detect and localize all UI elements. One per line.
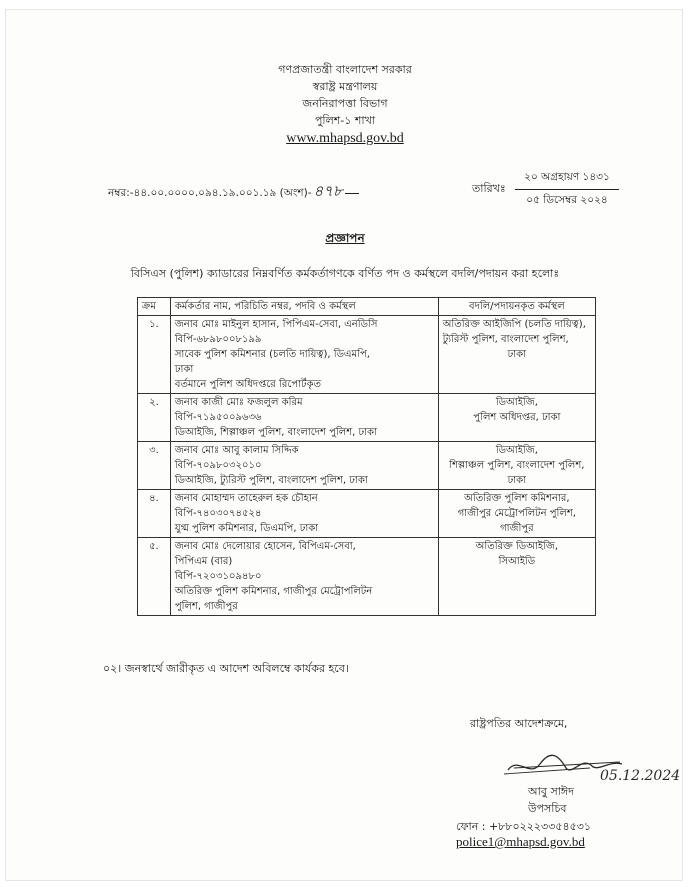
officer-line: জনাব কাজী মোঃ ফজলুল করিম — [174, 397, 303, 408]
officer-line: জনাব মোঃ আবু কালাম সিদ্দিক — [174, 445, 299, 456]
memo-number — [108, 180, 359, 205]
officer-details — [170, 394, 438, 442]
intro-text: বিসিএস (পুলিশ) ক্যাডারের নিম্নবর্ণিত কর্মকর্তাগণকে বর্ণিত পদ ও কর্মস্থলে বদলি/পদায়ন করা হলোঃ — [130, 267, 560, 280]
table-row — [138, 394, 596, 442]
posting-details — [438, 490, 595, 538]
posting-line: ঢাকা — [507, 349, 527, 360]
officer-details — [170, 538, 438, 616]
memo-label: নম্বর:-৪৪.০০.০০০০.০৯৪.১৯.০০১.১৯ (অংশ)- — [108, 187, 312, 199]
row-serial: ১. — [138, 316, 171, 394]
date-english: ০৫ ডিসেম্বর ২০২৪ — [526, 194, 608, 206]
officer-details — [170, 316, 438, 394]
posting-line: ডিআইজি, — [495, 397, 538, 408]
row-serial: ৪. — [138, 490, 171, 538]
officer-line: বিপি-৭৪০৩০৭৪৫২৪ — [174, 508, 262, 519]
officer-line: জনাব মোঃ মাইনুল হাসান, পিপিএম-সেবা, এনডিসি — [174, 319, 378, 330]
officer-line: ডিআইজি, শিল্পাঞ্চল পুলিশ, বাংলাদেশ পুলিশ, ঢাকা — [174, 427, 377, 438]
table-header-row — [138, 298, 596, 316]
officer-line: অতিরিক্ত পুলিশ কমিশনার, গাজীপুর মেট্রোপলিটন — [174, 586, 373, 597]
officer-line: পিপিএম (বার) — [174, 556, 233, 567]
row-serial: ২. — [138, 394, 171, 442]
posting-details — [438, 316, 595, 394]
email-link[interactable]: police1@mhapsd.gov.bd — [456, 834, 585, 849]
officer-line: ডিআইজি, ট্যুরিস্ট পুলিশ, বাংলাদেশ পুলিশ, ঢাকা — [174, 475, 368, 486]
posting-line: ডিআইজি, — [495, 445, 538, 456]
posting-details — [438, 394, 595, 442]
header-posting: বদলি/পদায়নকৃত কর্মস্থল — [438, 298, 595, 316]
officer-details — [170, 442, 438, 490]
posting-line: গাজীপুর — [500, 523, 534, 534]
posting-details — [438, 538, 595, 616]
header-officer: কর্মকর্তার নাম, পরিচিতি নম্বর, পদবি ও কর্মস্থল — [170, 298, 438, 316]
paragraph-two: ০২। জনস্বার্থে জারীকৃত এ আদেশ অবিলম্বে কার্যকর হবে। — [103, 662, 349, 675]
posting-line: ঢাকা — [507, 475, 527, 486]
officer-line: বিপি-৭২০৩১০৯৪৮০ — [174, 571, 262, 582]
order-line: রাষ্ট্রপতির আদেশক্রমে, — [470, 717, 568, 730]
officer-line: বিপি-৭০৯৮০৩২০১০ — [174, 460, 262, 471]
officer-line: জনাব মোঃ দেলোয়ার হোসেন, বিপিএম-সেবা, — [174, 541, 356, 552]
signature-date: 05.12.2024 — [600, 768, 680, 784]
phone-number: ফোন : +৮৮০২২২৩৩৫৪৫৩১ — [456, 820, 592, 833]
posting-line: গাজীপুর মেট্রোপলিটন পুলিশ, — [457, 508, 576, 519]
transfer-table — [137, 297, 596, 616]
officer-line: যুগ্ম পুলিশ কমিশনার, ডিএমপি, ঢাকা — [174, 523, 319, 534]
website-link[interactable]: www.mhapsd.gov.bd — [286, 131, 404, 146]
officer-line: বর্তমানে পুলিশ অধিদপ্তরে রিপোর্টকৃত — [174, 379, 322, 390]
posting-line: সিআইডি — [498, 556, 536, 567]
posting-line: পুলিশ অধিদপ্তর, ঢাকা — [473, 412, 561, 423]
officer-line: পুলিশ, গাজীপুর — [174, 601, 238, 612]
posting-line: শিল্পাঞ্চল পুলিশ, বাংলাদেশ পুলিশ, — [449, 460, 585, 471]
officer-line: সাবেক পুলিশ কমিশনার (চলতি দায়িত্ব), ডিএমপি, — [174, 349, 370, 360]
date-block — [515, 170, 619, 210]
section-name: পুলিশ-১ শাখা — [314, 114, 376, 127]
memo-handwritten-number: ৪৭৮ — [313, 184, 343, 200]
table-row — [138, 538, 596, 616]
date-label: তারিখঃ — [472, 182, 506, 195]
notice-title: প্রজ্ঞাপন — [325, 231, 365, 245]
posting-line: অতিরিক্ত আইজিপি (চলতি দায়িত্ব), — [442, 319, 586, 330]
signer-designation: উপসচিব — [528, 802, 567, 815]
posting-line: অতিরিক্ত ডিআইজি, — [475, 541, 559, 552]
officer-line: বিপি-৭১৯৫০০৯৬৩৬ — [174, 412, 262, 423]
table-row — [138, 490, 596, 538]
officer-details — [170, 490, 438, 538]
signer-name: আবু সাঈদ — [528, 785, 574, 798]
officer-line: বিপি-৬৮৯৮০০৮১৯৯ — [174, 334, 262, 345]
govt-title: গণপ্রজাতন্ত্রী বাংলাদেশ সরকার — [278, 63, 412, 76]
signature-mark — [500, 748, 680, 788]
posting-details — [438, 442, 595, 490]
row-serial: ৫. — [138, 538, 171, 616]
row-serial: ৩. — [138, 442, 171, 490]
officer-line: ঢাকা — [174, 364, 194, 375]
table-row — [138, 316, 596, 394]
posting-line: অতিরিক্ত পুলিশ কমিশনার, — [464, 493, 570, 504]
officer-line: জনাব মোহাম্মদ তাহেরুল হক চৌহান — [174, 493, 318, 504]
header-serial: ক্রম — [138, 298, 171, 316]
ministry-name: স্বরাষ্ট্র মন্ত্রণালয় — [312, 80, 378, 93]
date-bangla: ২০ অগ্রহায়ণ ১৪৩১ — [515, 170, 619, 190]
division-name: জননিরাপত্তা বিভাগ — [302, 97, 388, 110]
table-row — [138, 442, 596, 490]
posting-line: ট্যুরিস্ট পুলিশ, বাংলাদেশ পুলিশ, — [442, 334, 569, 345]
